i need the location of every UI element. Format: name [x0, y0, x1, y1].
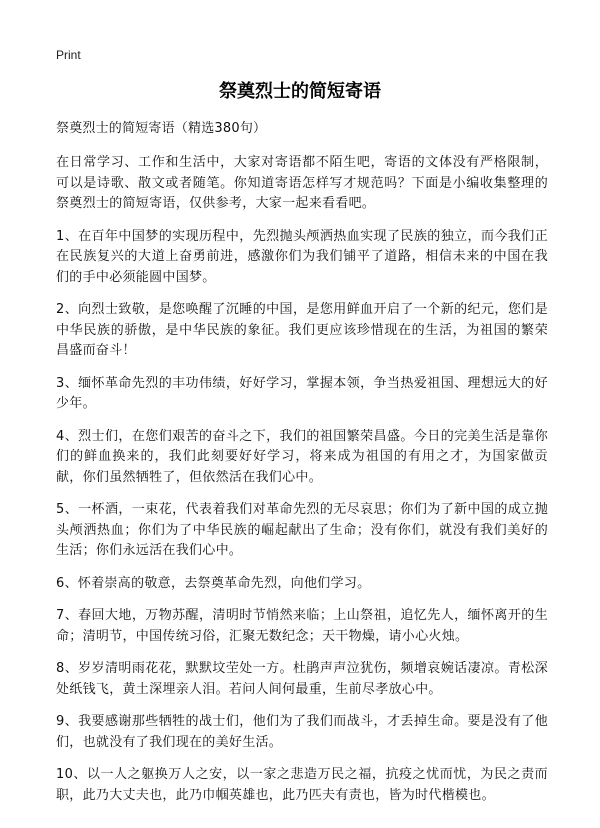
print-link[interactable]: Print [56, 48, 81, 62]
message-paragraph-4: 4、烈士们，在您们艰苦的奋斗之下，我们的祖国繁荣昌盛。今日的完美生活是靠你们的鲜血换来的，我们此刻要好好学习，将来成为祖国的有用之才，为国家做贡献，你们虽然牺牲了，但依然活在我们心中。 [56, 428, 548, 485]
message-paragraph-1: 1、在百年中国梦的实现历程中，先烈抛头颅洒热血实现了民族的独立，而今我们正在民族复兴的大道上奋勇前进，感激你们为我们铺平了道路，相信未来的中国在我们的手中必须能圆中国梦。 [56, 228, 548, 285]
message-paragraph-2: 2、向烈士致敬，是您唤醒了沉睡的中国，是您用鲜血开启了一个新的纪元，您们是中华民族的骄傲，是中华民族的象征。我们更应该珍惜现在的生活，为祖国的繁荣昌盛而奋斗！ [56, 302, 548, 358]
message-paragraph-5: 5、一杯酒，一束花，代表着我们对革命先烈的无尽哀思；你们为了新中国的成立抛头颅洒热血；你们为了中华民族的崛起献出了生命；没有你们，就没有我们美好的生活；你们永远活在我们心中。 [56, 502, 548, 558]
message-paragraph-9: 9、我要感谢那些牺牲的战士们，他们为了我们而战斗，才丢掉生命。要是没有了他们，也就没有了我们现在的美好生活。 [56, 714, 548, 750]
document-subtitle: 祭奠烈士的简短寄语（精选380句） [56, 121, 267, 136]
intro-paragraph: 在日常学习、工作和生活中，大家对寄语都不陌生吧，寄语的文体没有严格限制，可以是诗歌、散文或者随笔。你知道寄语怎样写才规范吗？下面是小编收集整理的祭奠烈士的简短寄语，仅供参考，大家一起来看看吧。 [56, 155, 548, 211]
document-body [56, 119, 548, 818]
message-paragraph-6: 6、怀着崇高的敬意，去祭奠革命先烈，向他们学习。 [56, 575, 371, 591]
page-title: 祭奠烈士的简短寄语 [219, 81, 381, 102]
message-paragraph-8: 8、岁岁清明雨花花，默默坟茔处一方。杜鹃声声泣犹伤，频增哀婉话凄凉。青松深处纸钱飞，黄土深埋亲人泪。若问人间何最重，生前尽孝放心中。 [56, 661, 548, 697]
message-paragraph-7: 7、春回大地，万物苏醒，清明时节悄然来临；上山祭祖，追忆先人，缅怀离开的生命；清明节，中国传统习俗，汇聚无数纪念；天干物燥，请小心火烛。 [56, 608, 548, 644]
message-paragraph-10: 10、以一人之躯换万人之安，以一家之悲造万民之福，抗疫之忧而忧，为民之责而职，此乃大丈夫也，此乃巾帼英雄也，此乃匹夫有责也，皆为时代楷模也。 [56, 767, 548, 803]
message-paragraph-3: 3、缅怀革命先烈的丰功伟绩，好好学习，掌握本领，争当热爱祖国、理想远大的好少年。 [56, 375, 548, 411]
